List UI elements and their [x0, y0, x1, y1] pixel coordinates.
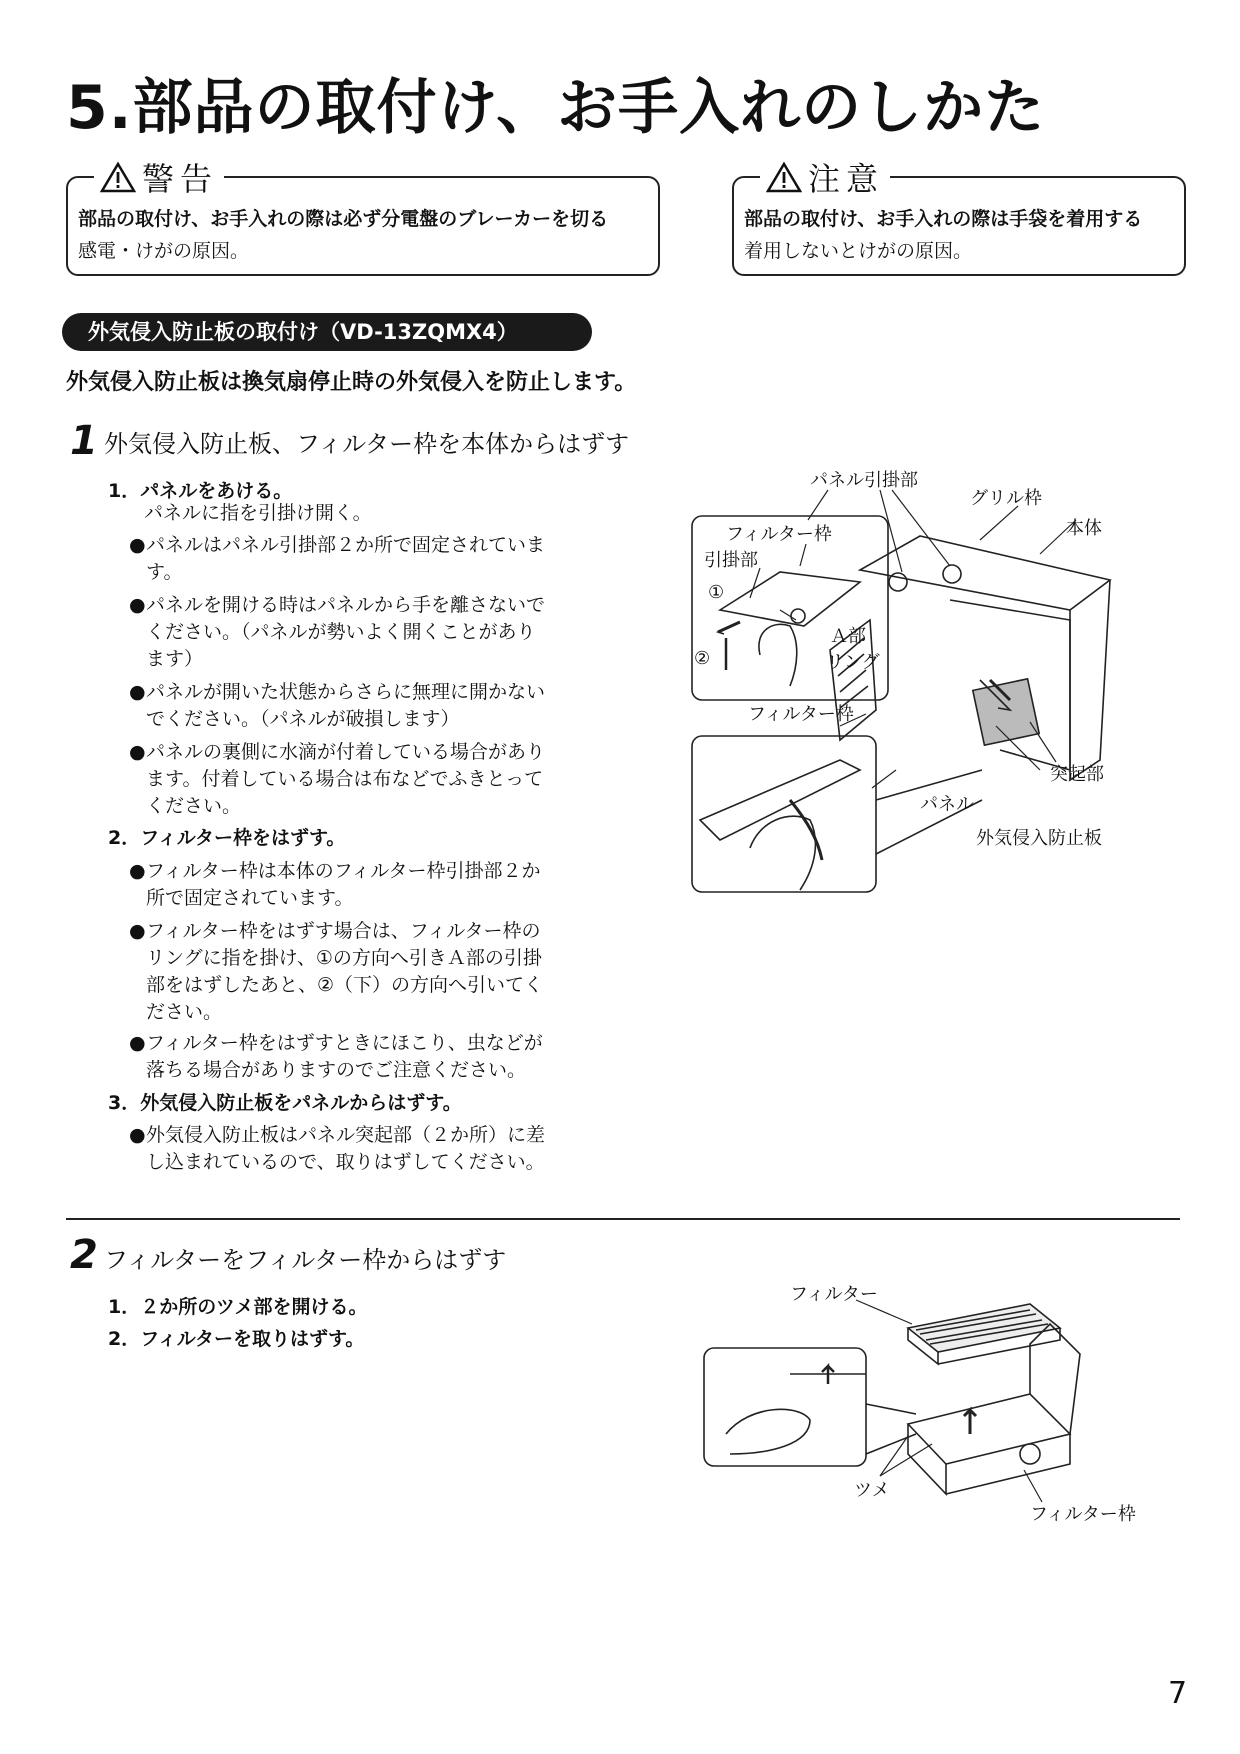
warning-box	[66, 160, 660, 276]
step1-item1-heading: 1．パネルをあける。	[108, 480, 293, 502]
section-pill: 外気侵入防止板の取付け（VD-13ZQMX4）	[62, 313, 592, 351]
page-number: 7	[1168, 1676, 1188, 1711]
step1-title: 外気侵入防止板、フィルター枠を本体からはずす	[104, 430, 630, 458]
bullet-line: ます）	[146, 648, 204, 670]
caution-sub-text: 着用しないとけがの原因。	[744, 240, 973, 262]
bullet-line: でください。（パネルが破損します）	[146, 708, 460, 730]
step2-item1: 1．２か所のツメ部を開ける。	[108, 1296, 368, 1318]
caution-box	[732, 160, 1186, 276]
bullet-dot: ●	[129, 681, 146, 703]
warning-triangle-icon	[100, 161, 136, 193]
label-body: 本体	[1066, 518, 1102, 539]
bullet-dot: ●	[129, 534, 146, 556]
label-filter-frame-inset: フィルター枠	[726, 524, 832, 545]
bullet-line: ださい。	[146, 1001, 223, 1023]
bullet-line: フィルター枠をはずすときにほこり、虫などが	[146, 1032, 543, 1054]
bullet-line: フィルター枠は本体のフィルター枠引掛部２か	[146, 860, 541, 882]
label-part-a: Ａ部	[830, 626, 866, 647]
bullet-filter-frame-fixed	[129, 858, 616, 912]
warning-bold-text: 部品の取付け、お手入れの際は必ず分電盤のブレーカーを切る	[78, 208, 609, 230]
bullet-dot: ●	[129, 594, 146, 616]
label-filter-frame: フィルター枠	[748, 704, 854, 725]
bullet-line: ください。（パネルが勢いよく開くことがあり	[146, 621, 536, 643]
bullet-dot: ●	[129, 1124, 146, 1146]
bullet-dot: ●	[129, 920, 146, 942]
step1-item2-heading: 2．フィルター枠をはずす。	[108, 827, 346, 849]
bullet-line: ます。付着している場合は布などでふきとって	[146, 768, 544, 790]
step1-figure	[680, 470, 1140, 910]
section-intro: 外気侵入防止板は換気扇停止時の外気侵入を防止します。	[66, 370, 637, 395]
caution-heading	[760, 154, 890, 200]
bullet-line: 外気侵入防止板はパネル突起部（２か所）に差	[146, 1124, 546, 1146]
step2-item2: 2．フィルターを取りはずす。	[108, 1328, 365, 1350]
bullet-panel-open-hold	[129, 592, 616, 673]
label-grill-frame: グリル枠	[970, 488, 1042, 509]
bullet-dot: ●	[129, 741, 146, 763]
bullet-line: パネルはパネル引掛部２か所で固定されていま	[146, 534, 546, 556]
page-title: 5.部品の取付け、お手入れのしかた	[66, 73, 1046, 143]
bullet-line: 落ちる場合がありますのでご注意ください。	[146, 1059, 527, 1081]
label-panel: パネル	[920, 794, 974, 815]
caution-heading-text: 注意	[808, 160, 885, 198]
bullet-line: フィルター枠をはずす場合は、フィルター枠の	[146, 920, 541, 942]
bullet-line: パネルの裏側に水滴が付着している場合があり	[146, 741, 546, 763]
bullet-line: し込まれているので、取りはずしてください。	[146, 1151, 545, 1173]
bullet-line: す。	[146, 561, 183, 583]
bullet-panel-no-force	[129, 679, 616, 733]
section-divider	[66, 1218, 1180, 1220]
step2-figure	[690, 1284, 1170, 1524]
bullet-outside-air-plate	[129, 1122, 616, 1176]
label-filter: フィルター	[790, 1284, 878, 1305]
step1-item3-heading: 3．外気侵入防止板をパネルからはずす。	[108, 1092, 462, 1114]
label-protrusion: 突起部	[1050, 764, 1104, 785]
bullet-dot: ●	[129, 1032, 146, 1054]
label-panel-hook: パネル引掛部	[810, 470, 918, 491]
bullet-dot: ●	[129, 860, 146, 882]
bullet-line: 所で固定されています。	[146, 887, 354, 909]
warning-heading-text: 警告	[142, 160, 219, 198]
bullet-line: パネルが開いた状態からさらに無理に開かない	[146, 681, 546, 703]
bullet-panel-water	[129, 739, 616, 820]
panel-hook-ring-icon	[889, 573, 907, 591]
inset-claw-box	[704, 1348, 866, 1466]
caution-bold-text: 部品の取付け、お手入れの際は手袋を着用する	[744, 208, 1143, 230]
label-filter-frame-2: フィルター枠	[1030, 1504, 1136, 1524]
label-claw: ツメ	[854, 1480, 890, 1501]
bullet-line: ください。	[146, 795, 242, 817]
step2-number: 2	[70, 1232, 98, 1278]
label-hook: 引掛部	[704, 550, 758, 571]
ring-icon	[791, 609, 805, 623]
warning-heading	[94, 154, 224, 200]
bullet-line: パネルを開ける時はパネルから手を離さないで	[146, 594, 546, 616]
panel-hook-ring-icon	[943, 565, 961, 583]
label-outside-air-plate: 外気侵入防止板	[976, 828, 1102, 849]
frame-ring-icon	[1020, 1444, 1040, 1464]
step1-number: 1	[70, 418, 98, 464]
step1-item1-text: パネルに指を引掛け開く。	[144, 502, 372, 524]
label-ring: リング	[826, 652, 880, 673]
bullet-filter-frame-dust	[129, 1030, 616, 1084]
bullet-line: リングに指を掛け、①の方向へ引きＡ部の引掛	[146, 947, 542, 969]
warning-sub-text: 感電・けがの原因。	[78, 240, 250, 262]
bullet-filter-frame-remove	[129, 918, 616, 1026]
label-circle-1: ①	[708, 582, 725, 603]
caution-triangle-icon	[766, 161, 802, 193]
label-circle-2: ②	[694, 648, 711, 669]
bullet-panel-hooks	[129, 532, 616, 586]
step2-title: フィルターをフィルター枠からはずす	[104, 1246, 507, 1274]
bullet-line: 部をはずしたあと、②（下）の方向へ引いてく	[146, 974, 544, 996]
inset-panel-open-box	[692, 736, 876, 892]
